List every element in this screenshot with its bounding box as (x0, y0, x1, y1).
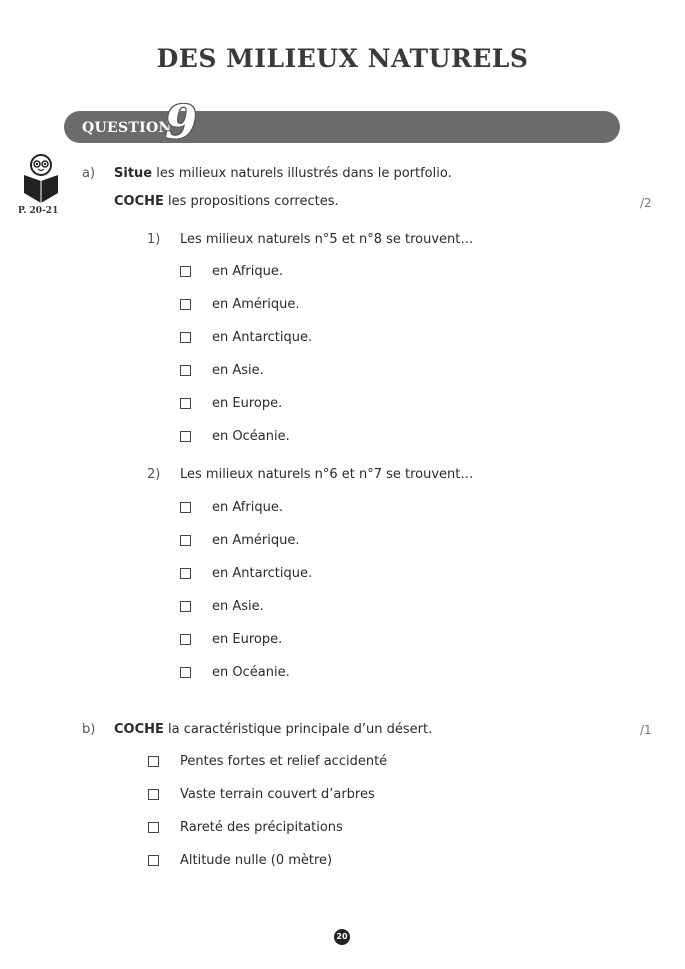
checkbox[interactable] (180, 667, 191, 678)
item-text: Les milieux naturels n°5 et n°8 se trouvent… (180, 232, 474, 247)
option-label: en Afrique. (212, 500, 283, 515)
checkbox[interactable] (180, 568, 191, 579)
option-label: en Antarctique. (212, 330, 313, 345)
page-number: 20 (334, 929, 350, 945)
option-label: en Antarctique. (212, 566, 313, 581)
part-a-instruction-1 (114, 166, 452, 181)
option-label: Pentes fortes et relief accidenté (180, 754, 388, 769)
checkbox[interactable] (180, 502, 191, 513)
option-label: Altitude nulle (0 mètre) (180, 853, 333, 868)
checkbox[interactable] (180, 535, 191, 546)
question-number: 9 (165, 95, 198, 149)
option-label: Vaste terrain couvert d’arbres (180, 787, 375, 802)
part-a-letter: a) (82, 166, 96, 181)
option-label: en Amérique. (212, 297, 300, 312)
instruction-text: les propositions correctes. (163, 194, 339, 209)
instruction-verb: COCHE (114, 194, 164, 209)
part-b-letter: b) (82, 722, 96, 737)
item-number: 1) (147, 232, 161, 247)
page-reference: P. 20-21 (18, 206, 59, 216)
option-label: en Europe. (212, 396, 283, 411)
option-label: en Asie. (212, 363, 264, 378)
instruction-verb: COCHE (114, 722, 164, 737)
option-label: en Océanie. (212, 429, 290, 444)
part-a-instruction-2 (114, 194, 339, 209)
reading-owl-icon (22, 153, 60, 205)
part-b-instruction (114, 722, 432, 737)
item-number: 2) (147, 467, 161, 482)
checkbox[interactable] (148, 822, 159, 833)
checkbox[interactable] (180, 332, 191, 343)
checkbox[interactable] (180, 398, 191, 409)
checkbox[interactable] (148, 756, 159, 767)
checkbox[interactable] (180, 431, 191, 442)
option-label: en Amérique. (212, 533, 300, 548)
checkbox[interactable] (180, 601, 191, 612)
question-label: QUESTION (82, 120, 172, 136)
item-text: Les milieux naturels n°6 et n°7 se trouvent… (180, 467, 474, 482)
instruction-text: la caractéristique principale d’un désert. (163, 722, 433, 737)
checkbox[interactable] (180, 365, 191, 376)
instruction-verb: Situe (114, 166, 153, 181)
option-label: en Océanie. (212, 665, 290, 680)
checkbox[interactable] (180, 299, 191, 310)
option-label: en Europe. (212, 632, 283, 647)
checkbox[interactable] (148, 855, 159, 866)
option-label: en Afrique. (212, 264, 283, 279)
part-a-score: /2 (640, 196, 652, 210)
checkbox[interactable] (180, 634, 191, 645)
option-label: Rareté des précipitations (180, 820, 343, 835)
checkbox[interactable] (180, 266, 191, 277)
option-label: en Asie. (212, 599, 264, 614)
checkbox[interactable] (148, 789, 159, 800)
part-b-score: /1 (640, 723, 652, 737)
instruction-text: les milieux naturels illustrés dans le portfolio. (152, 166, 452, 181)
page-title: DES MILIEUX NATURELS (156, 44, 529, 73)
